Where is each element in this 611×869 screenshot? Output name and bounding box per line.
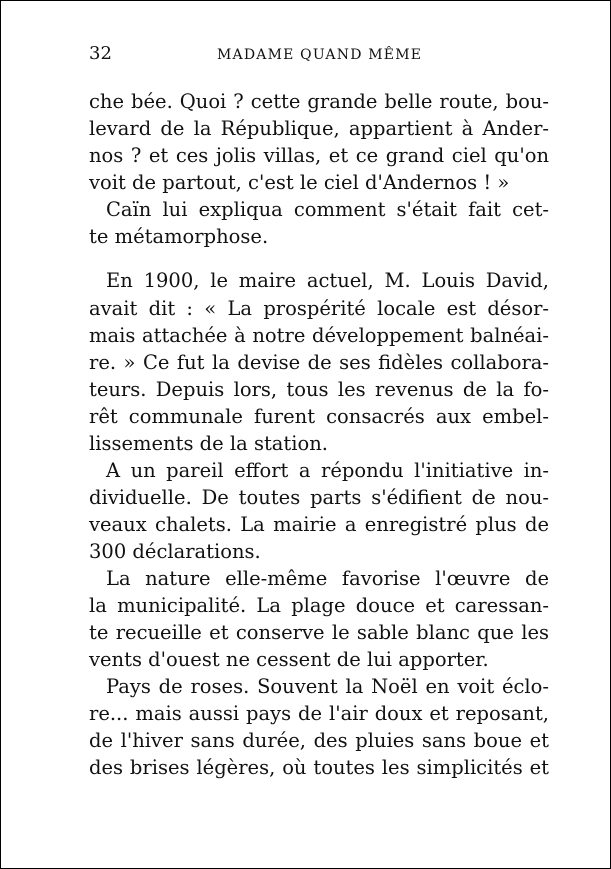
running-title: MADAME QUAND MÊME (217, 47, 423, 63)
text-line: Pays de roses. Souvent la Noël en voit éclo- (106, 675, 549, 698)
text-line: te métamorphose. (89, 225, 269, 248)
text-line: dividuelle. De toutes parts s'édifient de nou- (89, 486, 549, 509)
text-line: voit de partout, c'est le ciel d'Andernos ! » (89, 171, 510, 194)
text-line: rêt communale furent consacrés aux embel- (89, 405, 549, 428)
text-line: nos ? et ces jolis villas, et ce grand ciel qu'on (89, 144, 549, 167)
text-line: la municipalité. La plage douce et caressan- (89, 594, 549, 617)
text-line: levard de la République, appartient à Ander- (89, 117, 549, 140)
text-line: La nature elle-même favorise l'œuvre de (106, 567, 549, 590)
text-line: des brises légères, où toutes les simplicités et (89, 756, 549, 779)
text-line: che bée. Quoi ? cette grande belle route, bou- (89, 90, 549, 113)
text-line: re... mais aussi pays de l'air doux et reposant, (89, 702, 549, 725)
text-line: teurs. Depuis lors, tous les revenus de la fo- (89, 378, 549, 401)
page-number: 32 (89, 43, 112, 64)
text-line: veaux chalets. La mairie a enregistré plus de (89, 513, 549, 536)
text-line: lissements de la station. (89, 432, 328, 455)
text-line: 300 déclarations. (89, 540, 261, 563)
text-line: vents d'ouest ne cessent de lui apporter. (89, 648, 489, 671)
text-line: avait dit : « La prospérité locale est désor- (89, 297, 549, 320)
text-line: Caïn lui expliqua comment s'était fait cet- (106, 198, 549, 221)
text-line: En 1900, le maire actuel, M. Louis David, (106, 269, 549, 292)
text-line: mais attachée à notre développement balnéai- (89, 324, 549, 347)
text-line: A un pareil effort a répondu l'initiative in- (106, 459, 549, 482)
text-line: de l'hiver sans durée, des pluies sans boue et (89, 729, 549, 752)
text-line: te recueille et conserve le sable blanc que les (89, 621, 549, 644)
text-line: re. » Ce fut la devise de ses fidèles collabora- (89, 351, 549, 374)
